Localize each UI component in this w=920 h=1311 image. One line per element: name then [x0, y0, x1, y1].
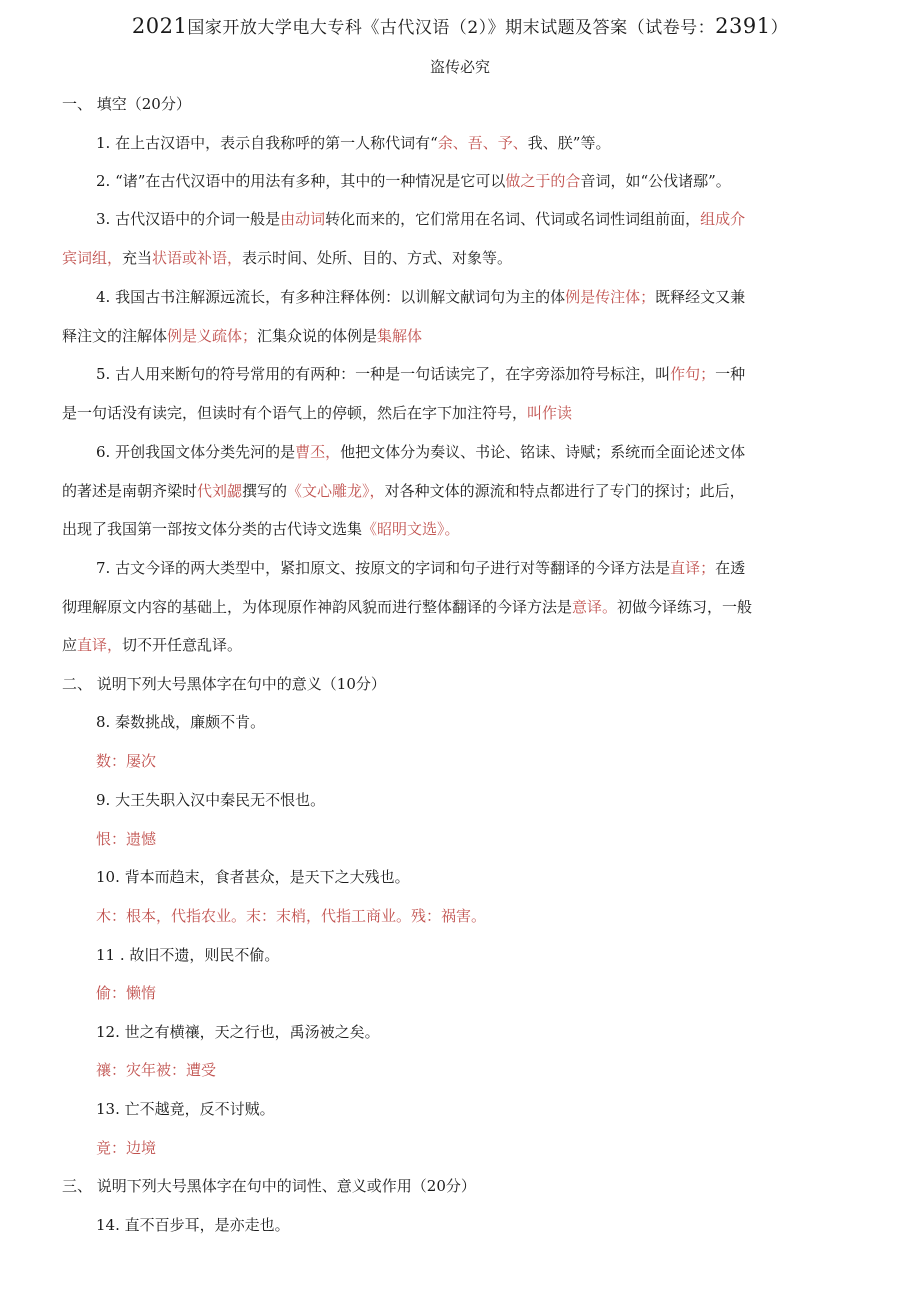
question-8: 8. 秦数挑战，廉颇不肯。: [96, 713, 266, 731]
question-2: [96, 169, 896, 193]
q6-answer-4: 《昭明文选》。: [362, 520, 460, 538]
q2-text-2: 音词，如“公伐诸鄢”。: [580, 172, 731, 190]
answer-13: 竟：边境: [96, 1139, 157, 1157]
q5-answer-2: 叫作读: [527, 404, 573, 422]
q3-answer-2: 组成介: [700, 210, 746, 228]
q4-answer-3: 集解体: [377, 327, 423, 345]
q4-text-4: 汇集众说的体例是: [257, 327, 378, 345]
title-code: 2391: [715, 14, 771, 38]
q6-text-5: 对各种文体的源流和特点都进行了专门的探讨；此后，: [384, 482, 745, 500]
q3-text-3: 充当: [122, 249, 153, 267]
q6-answer-3: 《文心雕龙》，: [287, 482, 385, 500]
title-text: 国家开放大学电大专科《古代汉语（2）》期末试题及答案（试卷号：: [187, 18, 716, 38]
answer-9: 恨：遗憾: [96, 830, 157, 848]
q4-text-3: 释注文的注解体: [62, 327, 168, 345]
question-7-line-1: [96, 556, 896, 580]
q7-text-3: 彻理解原文内容的基础上，为体现原作神韵风貌而进行整体翻译的今译方法是: [62, 598, 573, 616]
question-5-line-2: [62, 401, 862, 425]
question-9: 9. 大王失职入汉中秦民无不恨也。: [96, 791, 326, 809]
q6-answer-1: 曹丕，: [295, 443, 341, 461]
q4-answer-2: 例是义疏体；: [167, 327, 258, 345]
section-2-heading: 二、 说明下列大号黑体字在句中的意义（10分）: [62, 675, 386, 693]
q3-answer-4: 状语或补语，: [152, 249, 243, 267]
title-year: 2021: [131, 14, 188, 38]
q5-text-1: 5. 古人用来断句的符号常用的有两种：一种是一句话读完了，在字旁添加符号标注，叫: [96, 365, 671, 383]
question-11: 11 . 故旧不遗，则民不偷。: [96, 946, 280, 964]
answer-11: 偷：懒惰: [96, 984, 157, 1002]
q6-text-4: 撰写的: [242, 482, 288, 500]
q1-text-2: 我、朕”等。: [527, 134, 611, 152]
q3-text-2: 转化而来的，它们常用在名词、代词或名词性词组前面，: [325, 210, 701, 228]
question-3-line-1: [96, 207, 896, 231]
q7-answer-3: 直译，: [77, 636, 123, 654]
q7-text-6: 切不开任意乱译。: [122, 636, 243, 654]
question-5-line-1: [96, 362, 896, 386]
q3-text-4: 表示时间、处所、目的、方式、对象等。: [242, 249, 513, 267]
question-6-line-2: [62, 479, 862, 503]
question-3-line-2: [62, 246, 862, 270]
q5-answer-1: 作句；: [670, 365, 716, 383]
q6-text-6: 出现了我国第一部按文体分类的古代诗文选集: [62, 520, 363, 538]
q5-text-3: 是一句话没有读完，但读时有个语气上的停顿，然后在字下加注符号，: [62, 404, 528, 422]
question-7-line-3: [62, 633, 862, 657]
answer-12: 禳：灾年被：遭受: [96, 1061, 217, 1079]
question-1: [96, 131, 896, 155]
question-13: 13. 亡不越竟，反不讨贼。: [96, 1100, 275, 1118]
q7-text-1: 7. 古文今译的两大类型中，紧扣原文、按原文的字词和句子进行对等翻译的今译方法是: [96, 559, 671, 577]
title-suffix: ）: [770, 18, 789, 38]
q7-answer-2: 意译。: [572, 598, 618, 616]
question-12: 12. 世之有横禳，天之行也，禹汤被之矣。: [96, 1023, 380, 1041]
q1-answer-1: 余、吾、予、: [437, 134, 528, 152]
question-6-line-1: [96, 440, 896, 464]
question-14: 14. 直不百步耳，是亦走也。: [96, 1216, 290, 1234]
q6-answer-2: 代刘勰: [197, 482, 243, 500]
q4-text-2: 既释经文又兼: [655, 288, 746, 306]
q6-text-1: 6. 开创我国文体分类先河的是: [96, 443, 296, 461]
question-10: 10. 背本而趋末，食者甚众，是天下之大残也。: [96, 868, 410, 886]
section-3-heading: 三、 说明下列大号黑体字在句中的词性、意义或作用（20分）: [62, 1177, 476, 1195]
q4-answer-1: 例是传注体；: [565, 288, 656, 306]
q7-text-2: 在透: [715, 559, 746, 577]
q6-text-3: 的著述是南朝齐梁时: [62, 482, 198, 500]
q7-answer-1: 直译；: [670, 559, 716, 577]
q4-text-1: 4. 我国古书注解源远流长，有多种注释体例：以训解文献词句为主的体: [96, 288, 566, 306]
question-6-line-3: [62, 517, 862, 541]
q7-text-5: 应: [62, 636, 78, 654]
question-7-line-2: [62, 595, 862, 619]
answer-8: 数：屡次: [96, 752, 157, 770]
question-4-line-1: [96, 285, 896, 309]
section-1-heading: 一、 填空（20分）: [62, 95, 191, 113]
q1-text-1: 1. 在上古汉语中，表示自我称呼的第一人称代词有“: [96, 134, 438, 152]
q2-text-1: 2. “诸”在古代汉语中的用法有多种，其中的一种情况是它可以: [96, 172, 506, 190]
q2-answer-1: 做之于的合: [505, 172, 581, 190]
document-title: [0, 12, 920, 42]
document-subtitle: 盗传必究: [429, 58, 490, 76]
answer-10: 木：根本，代指农业。末：末梢，代指工商业。残：祸害。: [96, 907, 487, 925]
q3-text-1: 3. 古代汉语中的介词一般是: [96, 210, 281, 228]
q3-answer-1: 由动词: [280, 210, 326, 228]
q5-text-2: 一种: [715, 365, 746, 383]
question-4-line-2: [62, 324, 862, 348]
q3-answer-3: 宾词组，: [62, 249, 123, 267]
q6-text-2: 他把文体分为奏议、书论、铭诔、诗赋；系统而全面论述文体: [340, 443, 746, 461]
q7-text-4: 初做今译练习，一般: [617, 598, 753, 616]
